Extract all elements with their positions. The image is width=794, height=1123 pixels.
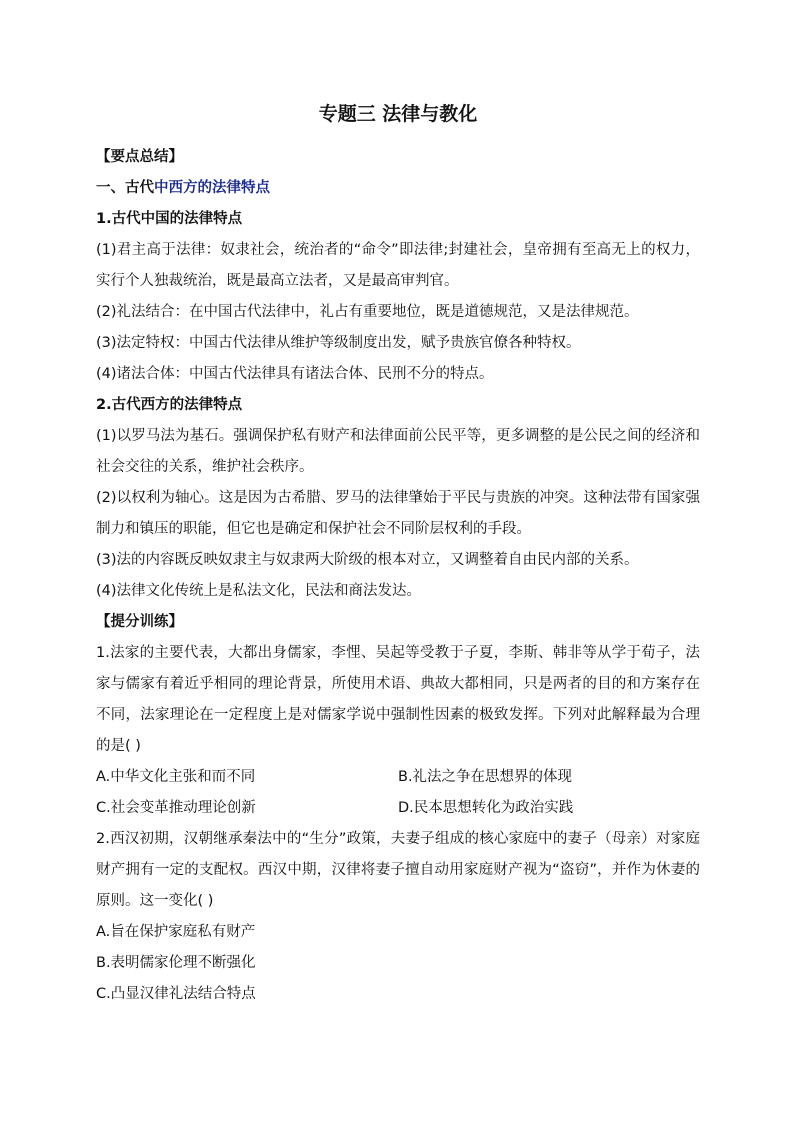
question-2-stem: 2.西汉初期，汉朝继承秦法中的“生分”政策，夫妻子组成的核心家庭中的妻子（母亲）对家庭财产拥有一定的支配权。西汉中期，汉律将妻子擅自动用家庭财产视为“盗窃”，并作为休妻的原则。这一变化( ) (96, 831, 700, 909)
china-point-1: (1)君主高于法律：奴隶社会，统治者的“命令”即法律;封建社会，皇帝拥有至高无上的权力，实行个人独裁统治，既是最高立法者，又是最高审判官。 (96, 242, 700, 289)
summary-header: 【要点总结】 (96, 149, 183, 165)
question-1-option-c[interactable]: C.社会变革推动理论创新 (96, 800, 256, 816)
question-1-options-row-1 (96, 762, 700, 793)
question-2-option-a[interactable]: A.旨在保护家庭私有财产 (96, 924, 256, 940)
west-point-4: (4)法律文化传统上是私法文化，民法和商法发达。 (96, 583, 422, 599)
section-heading-ancient-law (96, 173, 700, 204)
question-1-options-row-2 (96, 793, 700, 824)
section-heading-prefix: 一、古代 (96, 180, 154, 196)
china-point-4: (4)诸法合体：中国古代法律具有诸法合体、民刑不分的特点。 (96, 366, 494, 382)
question-1-option-b[interactable]: B.礼法之争在思想界的体现 (398, 769, 573, 785)
china-point-3: (3)法定特权：中国古代法律从维护等级制度出发，赋予贵族官僚各种特权。 (96, 335, 581, 351)
west-point-1: (1)以罗马法为基石。强调保护私有财产和法律面前公民平等，更多调整的是公民之间的经济和社会交往的关系，维护社会秩序。 (96, 428, 700, 475)
west-point-2: (2)以权利为轴心。这是因为古希腊、罗马的法律肇始于平民与贵族的冲突。这种法带有国家强制力和镇压的职能，但它也是确定和保护社会不同阶层权利的手段。 (96, 490, 700, 537)
question-1-option-d[interactable]: D.民本思想转化为政治实践 (398, 800, 574, 816)
training-header: 【提分训练】 (96, 614, 183, 630)
china-point-2: (2)礼法结合：在中国古代法律中，礼占有重要地位，既是道德规范，又是法律规范。 (96, 304, 639, 320)
question-2-option-c[interactable]: C.凸显汉律礼法结合特点 (96, 986, 256, 1002)
section-heading-accent: 中西方的法律特点 (154, 180, 270, 196)
page-title: 专题三 法律与教化 (318, 103, 478, 125)
question-1-stem: 1.法家的主要代表，大都出身儒家，李悝、吴起等受教于子夏，李斯、韩非等从学于荀子，法家与儒家有着近乎相同的理论背景，所使用术语、典故大都相同，只是两者的目的和方案存在不同，法家理论在一定程度上是对儒家学说中强制性因素的极致发挥。下列对此解释最为合理的是( ) (96, 645, 700, 754)
china-law-heading: 1.古代中国的法律特点 (96, 211, 243, 227)
document-page (96, 100, 700, 1010)
west-law-heading: 2.古代西方的法律特点 (96, 397, 243, 413)
question-2-option-b[interactable]: B.表明儒家伦理不断强化 (96, 955, 256, 971)
question-1-option-a[interactable]: A.中华文化主张和而不同 (96, 769, 256, 785)
west-point-3: (3)法的内容既反映奴隶主与奴隶两大阶级的根本对立，又调整着自由民内部的关系。 (96, 552, 639, 568)
